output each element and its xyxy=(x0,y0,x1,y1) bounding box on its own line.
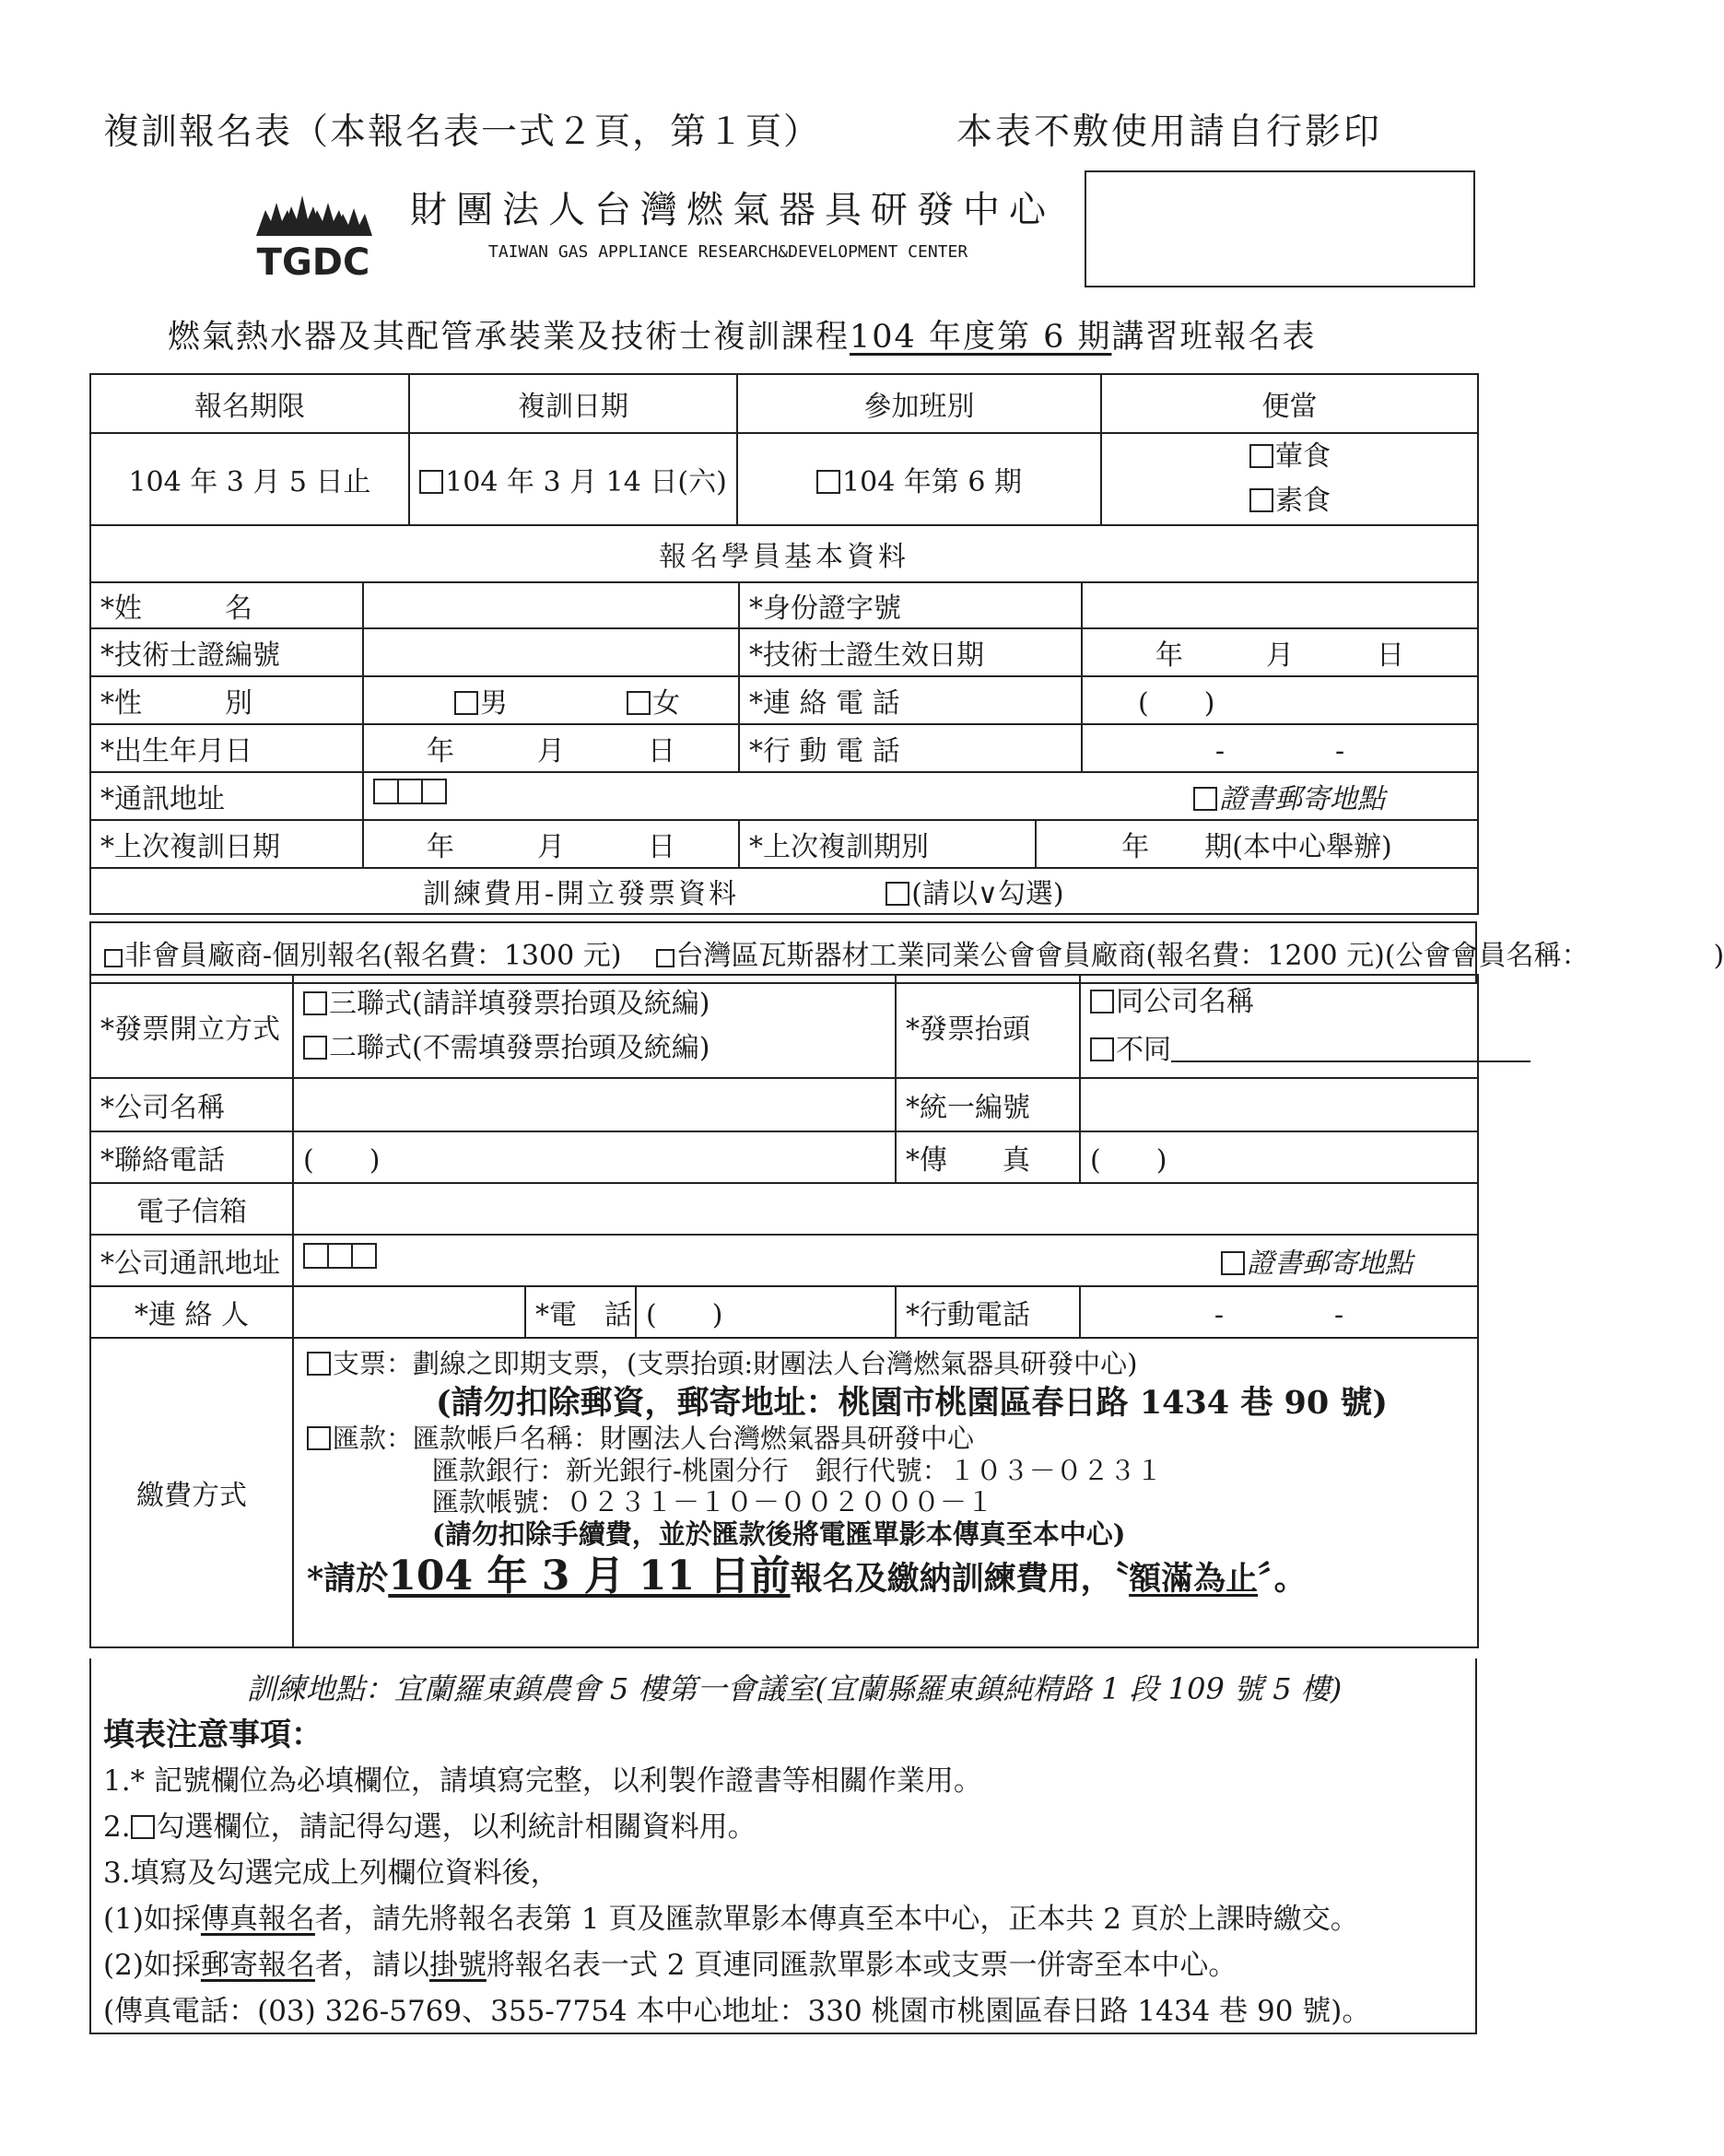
company-phone-label: *聯絡電話 xyxy=(90,1131,293,1183)
header-class: 參加班別 xyxy=(737,374,1101,433)
mobile-label: *行 動 電 話 xyxy=(739,724,1082,772)
company-phone-input[interactable]: ( ) xyxy=(293,1131,896,1183)
deadline-value: 104 年 3 月 5 日止 xyxy=(90,433,409,525)
check-payment-note: (請勿扣除郵資，郵寄地址：桃園市桃園區春日路 1434 巷 90 號) xyxy=(436,1383,1388,1422)
name-label: *姓 名 xyxy=(90,582,363,628)
note-5: (2)如採郵寄報名者，請以掛號將報名表一式 2 頁連同匯款單影本或支票一併寄至本中心。 xyxy=(103,1949,1237,1982)
note-6: (傳真電話：(03) 326-5769、355-7754 本中心地址：330 桃園市桃園區春日路 1434 巷 90 號)。 xyxy=(103,1995,1371,2028)
invoice-method-cell xyxy=(293,975,896,1078)
birth-label: *出生年月日 xyxy=(90,724,363,772)
member-label: 台灣區瓦斯器材工業同業公會會員廠商(報名費：1200 元)(公會會員名稱： ) xyxy=(675,940,1724,972)
notes xyxy=(103,1666,1485,2034)
stamp-box[interactable] xyxy=(1085,170,1475,287)
org-name-en: TAIWAN GAS APPLIANCE RESEARCH&DEVELOPMENT CENTER xyxy=(488,242,968,262)
header-date: 複訓日期 xyxy=(409,374,737,433)
student-section-title: 報名學員基本資料 xyxy=(90,525,1478,582)
address-input[interactable] xyxy=(363,772,1478,820)
course-term: 104 年度第 6 期 xyxy=(850,319,1112,356)
same-company-checkbox[interactable] xyxy=(1090,990,1114,1014)
veg-meal-checkbox[interactable] xyxy=(1249,488,1273,512)
veg-meal-label: 素食 xyxy=(1275,485,1331,517)
company-zip-box-2[interactable] xyxy=(327,1243,353,1269)
female-label: 女 xyxy=(652,687,681,720)
remit-checkbox[interactable] xyxy=(307,1426,331,1450)
contact-mobile-input[interactable]: - - xyxy=(1080,1286,1478,1338)
contact-input[interactable] xyxy=(293,1286,525,1338)
company-cert-mail-option xyxy=(1221,1240,1413,1281)
header-meal: 便當 xyxy=(1101,374,1478,433)
deadline-suffix: 報名及繳納訓練費用， xyxy=(790,1559,1113,1598)
tax-id-input[interactable] xyxy=(1080,1078,1478,1131)
class-cell xyxy=(737,433,1101,525)
email-input[interactable] xyxy=(293,1183,1478,1235)
org-name-zh: 財團法人台灣燃氣器具研發中心 xyxy=(410,189,1055,231)
company-cert-mail-checkbox[interactable] xyxy=(1221,1251,1245,1275)
date-cell xyxy=(409,433,737,525)
deadline-prefix: *請於 xyxy=(307,1559,389,1598)
zip-box-3[interactable] xyxy=(421,779,447,804)
company-zip-box-3[interactable] xyxy=(351,1243,377,1269)
email-label: 電子信箱 xyxy=(90,1183,293,1235)
student-table xyxy=(89,524,1479,915)
last-date-label: *上次複訓日期 xyxy=(90,820,363,868)
deadline-quote: 額滿為止 xyxy=(1129,1559,1259,1598)
gender-label: *性 別 xyxy=(90,676,363,724)
notes-heading: 填表注意事項： xyxy=(103,1717,323,1753)
contact-phone-label: *電 話 xyxy=(525,1286,636,1338)
payment-label: 繳費方式 xyxy=(90,1338,293,1647)
company-label: *公司名稱 xyxy=(90,1078,293,1131)
remit-account: 匯款帳號：０２３１－１０－００２０００－１ xyxy=(432,1486,994,1518)
tgdc-logo xyxy=(249,182,378,284)
schedule-table xyxy=(89,373,1479,526)
birth-input[interactable]: 年 月 日 xyxy=(363,724,739,772)
contact-phone-input[interactable]: ( ) xyxy=(636,1286,896,1338)
name-input[interactable] xyxy=(363,582,739,628)
cert-date-input[interactable]: 年 月 日 xyxy=(1082,628,1478,676)
course-prefix: 燃氣熱水器及其配管承裝業及技術士複訓課程 xyxy=(168,319,850,356)
remit-bank: 匯款銀行：新光銀行-桃園分行 銀行代號：１０３－０２３１ xyxy=(432,1454,1163,1486)
duplicate-label: 二聯式(不需填發票抬頭及統編) xyxy=(329,1032,710,1064)
different-label: 不同 xyxy=(1116,1034,1172,1066)
invoice-title-label: *發票抬頭 xyxy=(896,975,1080,1078)
note-2: 2. 勾選欄位，請記得勾選，以利統計相關資料用。 xyxy=(103,1810,756,1844)
id-label: *身份證字號 xyxy=(739,582,1082,628)
meal-cell xyxy=(1101,433,1478,525)
last-term-input[interactable]: 年 期(本中心舉辦) xyxy=(1036,820,1478,868)
meat-meal-label: 葷食 xyxy=(1275,440,1331,473)
copy-note: 本表不敷使用請自行影印 xyxy=(956,111,1383,153)
company-address-label: *公司通訊地址 xyxy=(90,1235,293,1286)
address-label: *通訊地址 xyxy=(90,772,363,820)
deadline-date: 104 年 3 月 11 日前 xyxy=(388,1552,791,1599)
last-date-input[interactable]: 年 月 日 xyxy=(363,820,739,868)
male-label: 男 xyxy=(480,687,508,720)
note-1: 1.* 記號欄位為必填欄位，請填寫完整，以利製作證書等相關作業用。 xyxy=(103,1764,982,1798)
invoice-title-cell xyxy=(1080,975,1478,1078)
invoice-method-label: *發票開立方式 xyxy=(90,975,293,1078)
id-input[interactable] xyxy=(1082,582,1478,628)
cert-no-input[interactable] xyxy=(363,628,739,676)
cert-mail-label: 證書郵寄地點 xyxy=(1219,783,1386,815)
form-title: 複訓報名表（本報名表一式２頁，第１頁） xyxy=(103,111,822,153)
contact-label: *連 絡 人 xyxy=(90,1286,293,1338)
training-location: 訓練地點：宜蘭羅東鎮農會 5 樓第一會議室(宜蘭縣羅東鎮純精路 1 段 109 號 5 樓) xyxy=(246,1671,1343,1706)
date-value: 104 年 3 月 14 日(六) xyxy=(445,466,727,498)
class-value: 104 年第 6 期 xyxy=(842,466,1022,498)
course-title xyxy=(168,311,1316,357)
check-payment-label: 支票：劃線之即期支票，(支票抬頭:財團法人台灣燃氣器具研發中心) xyxy=(333,1348,1138,1379)
gender-cell xyxy=(363,676,739,724)
male-checkbox[interactable] xyxy=(454,691,478,715)
triplicate-checkbox[interactable] xyxy=(303,991,327,1015)
check-payment-checkbox[interactable] xyxy=(307,1352,331,1376)
different-title-input[interactable] xyxy=(1171,1037,1530,1062)
fax-label: *傳 真 xyxy=(896,1131,1080,1183)
same-company-label: 同公司名稱 xyxy=(1116,986,1255,1018)
cert-no-label: *技術士證編號 xyxy=(90,628,363,676)
invoice-table xyxy=(89,974,1479,1648)
invoice-checkbox[interactable] xyxy=(885,882,909,906)
svg-text:TGDC: TGDC xyxy=(256,241,370,284)
payment-cell xyxy=(293,1338,1478,1647)
meat-meal-checkbox[interactable] xyxy=(1249,444,1273,468)
last-term-label: *上次複訓期別 xyxy=(739,820,1036,868)
company-address-input[interactable] xyxy=(293,1235,1478,1286)
note-checkbox-icon xyxy=(131,1815,155,1839)
payment-deadline: *請於104 年 3 月 11 日前報名及繳納訓練費用，〝額滿為止〞。 xyxy=(307,1552,1307,1599)
date-checkbox[interactable] xyxy=(419,470,443,494)
duplicate-checkbox[interactable] xyxy=(303,1036,327,1060)
remit-label: 匯款：匯款帳戶名稱：財團法人台灣燃氣器具研發中心 xyxy=(333,1422,975,1454)
invoice-check-hint: (請以∨勾選) xyxy=(911,878,1064,910)
phone-input[interactable]: ( ) xyxy=(1082,676,1478,724)
phone-label: *連 絡 電 話 xyxy=(739,676,1082,724)
course-suffix: 講習班報名表 xyxy=(1111,319,1317,356)
zip-box-1[interactable] xyxy=(373,779,399,804)
cert-mail-checkbox[interactable] xyxy=(1193,787,1217,811)
triplicate-label: 三聯式(請詳填發票抬頭及統編) xyxy=(329,988,710,1020)
cert-date-label: *技術士證生效日期 xyxy=(739,628,1082,676)
mobile-input[interactable]: - - xyxy=(1082,724,1478,772)
invoice-section-header xyxy=(90,868,1478,914)
contact-mobile-label: *行動電話 xyxy=(896,1286,1080,1338)
different-checkbox[interactable] xyxy=(1090,1037,1114,1061)
non-member-label: 非會員廠商-個別報名(報名費：1300 元) xyxy=(124,940,622,972)
company-zip-box-1[interactable] xyxy=(303,1243,329,1269)
invoice-section-title: 訓練費用-開立發票資料 xyxy=(423,878,740,910)
female-checkbox[interactable] xyxy=(627,691,651,715)
note-3: 3.填寫及勾選完成上列欄位資料後， xyxy=(103,1857,559,1890)
zip-box-2[interactable] xyxy=(397,779,423,804)
tax-id-label: *統一編號 xyxy=(896,1078,1080,1131)
company-cert-mail-label: 證書郵寄地點 xyxy=(1247,1248,1413,1280)
company-input[interactable] xyxy=(293,1078,896,1131)
fax-input[interactable]: ( ) xyxy=(1080,1131,1478,1183)
class-checkbox[interactable] xyxy=(816,470,840,494)
member-checkbox[interactable] xyxy=(656,949,674,967)
cert-mail-option xyxy=(1193,776,1385,816)
remit-note: (請勿扣除手續費，並於匯款後將電匯單影本傳真至本中心) xyxy=(432,1518,1126,1551)
note-4: (1)如採傳真報名者，請先將報名表第 1 頁及匯款單影本傳真至本中心，正本共 2 頁於上課時繳交。 xyxy=(103,1903,1359,1936)
header-deadline: 報名期限 xyxy=(90,374,409,433)
non-member-checkbox[interactable] xyxy=(104,949,123,967)
